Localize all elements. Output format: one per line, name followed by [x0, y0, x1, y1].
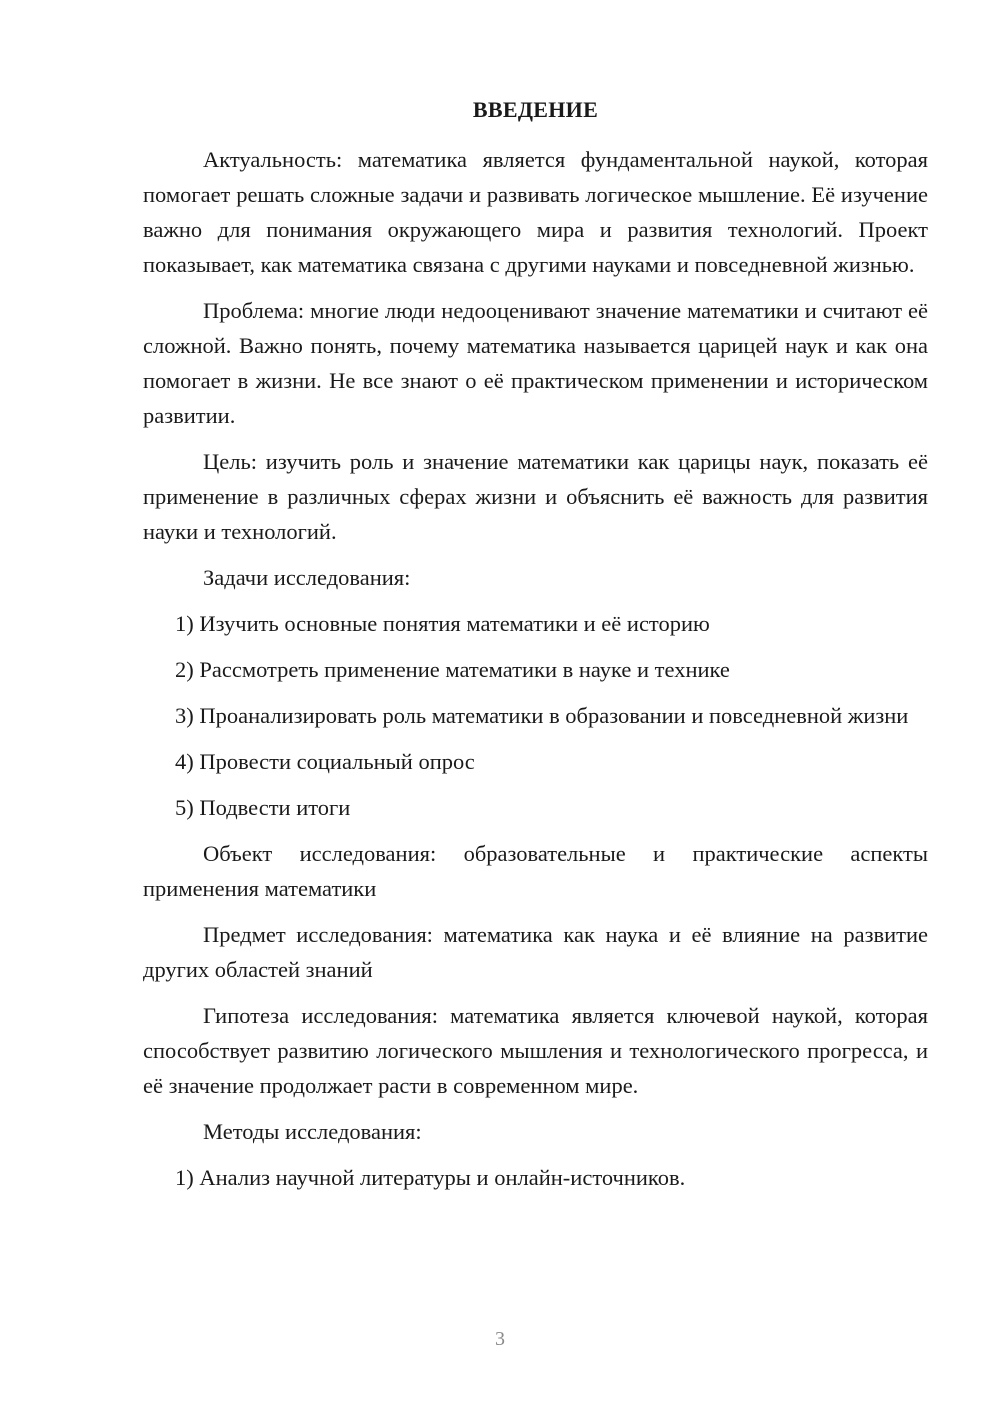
page-number: 3 — [495, 1328, 505, 1350]
tasks-title: Задачи исследования: — [203, 565, 411, 590]
document-page — [143, 92, 928, 1206]
goal-paragraph: Цель: изучить роль и значение математики как царицы наук, показать её применение в различных сферах жизни и объяснить её важность для развития науки и технологий. — [143, 449, 928, 544]
task-item-5: 5) Подвести итоги — [175, 795, 351, 820]
methods-title: Методы исследования: — [203, 1119, 422, 1144]
object-paragraph: Объект исследования: образовательные и практические аспекты применения математики — [143, 841, 928, 901]
hypothesis-paragraph: Гипотеза исследования: математика является ключевой наукой, которая способствует развитию логического мышления и технологического прогресса, и её значение продолжает расти в современном мире. — [143, 1003, 928, 1098]
task-item-3: 3) Проанализировать роль математики в образовании и повседневной жизни — [175, 703, 909, 728]
relevance-paragraph: Актуальность: математика является фундаментальной наукой, которая помогает решать сложные задачи и развивать логическое мышление. Её изучение важно для понимания окружающего мира и развития технологий. Проект показывает, как математика связана с другими науками и повседневной жизнью. — [143, 147, 928, 277]
problem-paragraph: Проблема: многие люди недооценивают значение математики и считают её сложной. Важно понять, почему математика называется царицей наук и как она помогает в жизни. Не все знают о её практическом применении и историческом развитии. — [143, 298, 928, 428]
task-item-2: 2) Рассмотреть применение математики в науке и технике — [175, 657, 730, 682]
task-item-1: 1) Изучить основные понятия математики и её историю — [175, 611, 710, 636]
subject-paragraph: Предмет исследования: математика как наука и её влияние на развитие других областей знаний — [143, 922, 928, 982]
task-item-4: 4) Провести социальный опрос — [175, 749, 475, 774]
method-item-1: 1) Анализ научной литературы и онлайн-источников. — [175, 1165, 686, 1190]
section-heading: ВВЕДЕНИЕ — [472, 97, 599, 122]
